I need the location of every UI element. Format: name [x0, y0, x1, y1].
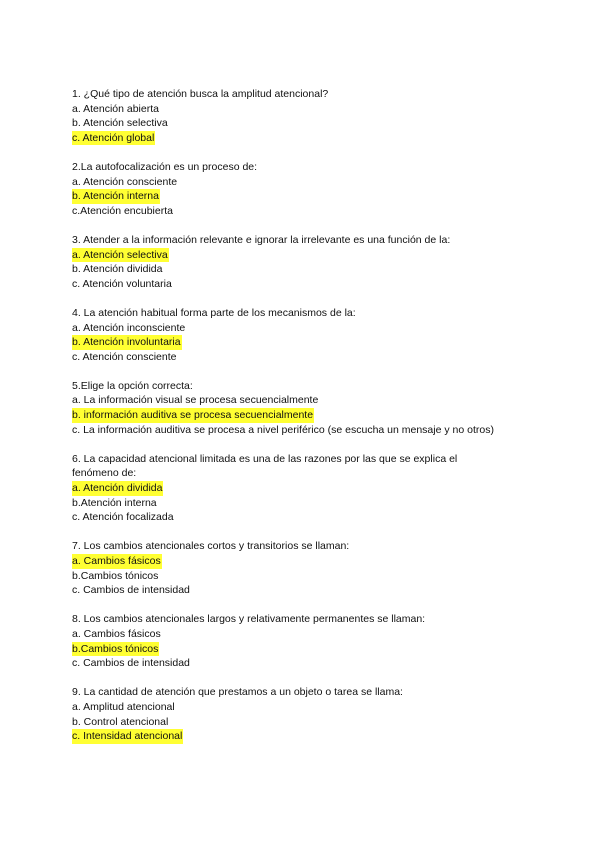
- question-text: 9. La cantidad de atención que prestamos a un objeto o tarea se llama:: [72, 686, 403, 699]
- answer-option: b. Atención selectiva: [72, 117, 168, 130]
- answer-option: a. Atención consciente: [72, 175, 178, 188]
- answer-option: b.Cambios tónicos: [72, 569, 159, 582]
- answer-option: a. La información visual se procesa secuencialmente: [72, 394, 319, 407]
- answer-option: b. Control atencional: [72, 715, 169, 728]
- answer-option-highlighted: c. Atención global: [72, 131, 155, 144]
- question-8: [72, 612, 572, 670]
- question-text: 3. Atender a la información relevante e ignorar la irrelevante es una función de la:: [72, 233, 451, 246]
- answer-option: a. Amplitud atencional: [72, 700, 175, 713]
- answer-option: a. Atención abierta: [72, 102, 159, 115]
- answer-option-highlighted: a. Cambios fásicos: [72, 555, 161, 567]
- answer-option-highlighted: b. información auditiva se procesa secuencialmente: [72, 409, 314, 422]
- answer-option: c.Atención encubierta: [72, 204, 173, 217]
- answer-option: c. Atención consciente: [72, 350, 177, 363]
- answer-option-highlighted: b. Atención involuntaria: [72, 336, 181, 349]
- answer-option: c. Cambios de intensidad: [72, 584, 190, 597]
- question-text: 1. ¿Qué tipo de atención busca la amplitud atencional?: [72, 88, 329, 100]
- question-text: 6. La capacidad atencional limitada es una de las razones por las que se explica el fenómeno de:: [72, 452, 458, 480]
- answer-option: a. Cambios fásicos: [72, 627, 161, 640]
- answer-option-highlighted: b. Atención interna: [72, 190, 159, 203]
- question-text: 8. Los cambios atencionales largos y relativamente permanentes se llaman:: [72, 613, 426, 626]
- answer-option: a. Atención inconsciente: [72, 321, 186, 334]
- question-text: 5.Elige la opción correcta:: [72, 379, 193, 392]
- answer-option: c. Cambios de intensidad: [72, 657, 190, 670]
- answer-option-highlighted: c. Intensidad atencional: [72, 730, 183, 743]
- question-text: 2.La autofocalización es un proceso de:: [72, 160, 258, 173]
- question-1: [72, 87, 572, 145]
- answer-option-highlighted: b.Cambios tónicos: [72, 642, 159, 655]
- question-text: 7. Los cambios atencionales cortos y transitorios se llaman:: [72, 540, 350, 553]
- answer-option: b.Atención interna: [72, 496, 157, 509]
- question-2: [72, 160, 572, 218]
- question-3: [72, 233, 572, 291]
- quiz-document: [72, 87, 572, 744]
- question-4: [72, 306, 572, 364]
- answer-option: c. Atención voluntaria: [72, 277, 172, 290]
- question-text: 4. La atención habitual forma parte de los mecanismos de la:: [72, 306, 356, 319]
- answer-option: c. La información auditiva se procesa a nivel periférico (se escucha un mensaje y no otros): [72, 423, 494, 436]
- question-5: [72, 379, 572, 437]
- answer-option: c. Atención focalizada: [72, 511, 174, 524]
- answer-option-highlighted: a. Atención dividida: [72, 482, 163, 495]
- question-6: [72, 452, 572, 525]
- answer-option: b. Atención dividida: [72, 263, 163, 276]
- answer-option-highlighted: a. Atención selectiva: [72, 248, 168, 261]
- question-7: [72, 539, 572, 597]
- question-9: [72, 685, 572, 743]
